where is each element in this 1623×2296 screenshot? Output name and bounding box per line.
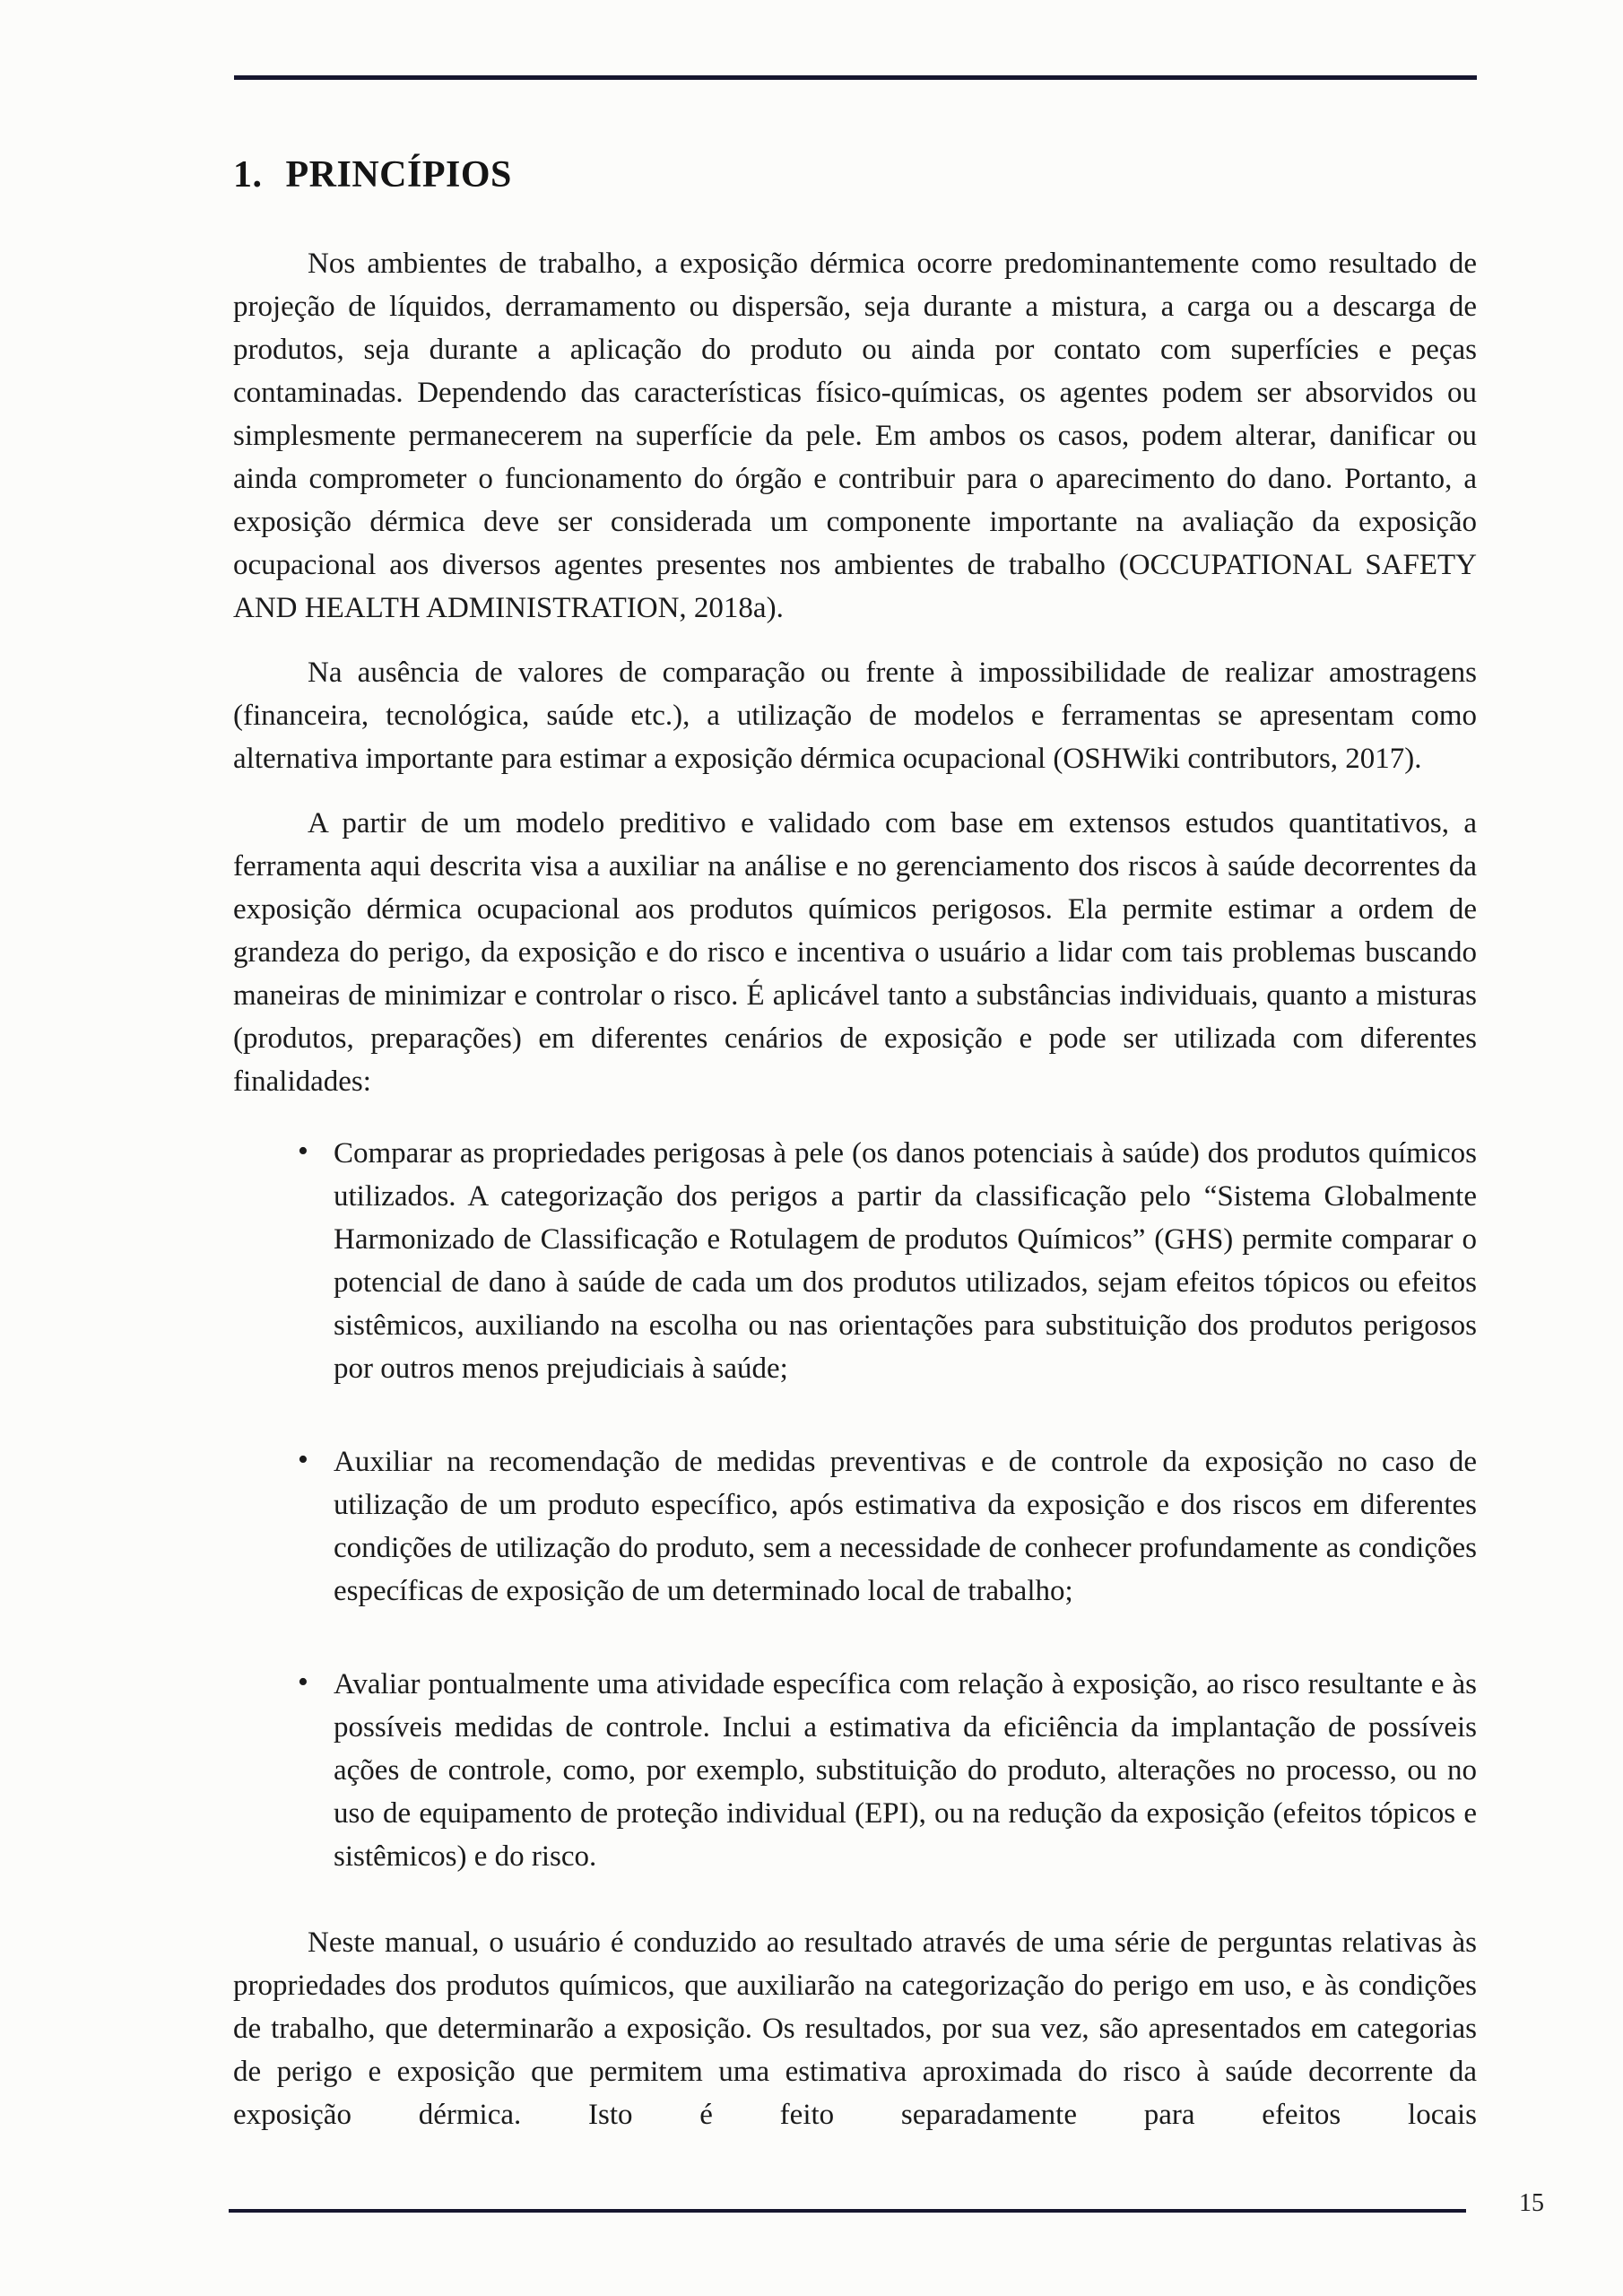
section-heading (233, 152, 1477, 197)
list-item-text: Auxiliar na recomendação de medidas preventivas e de controle da exposição no caso de utilização de um produto específico, após estimativa da exposição e dos riscos em diferentes condições de utilização do produto, sem a necessidade de conhecer profundamente as condições específicas de exposição de um determinado local de trabalho; (334, 1446, 1477, 1607)
bullet-icon: • (298, 1135, 308, 1168)
footer-rule (229, 2209, 1466, 2213)
list-item-text: Comparar as propriedades perigosas à pele (os danos potenciais à saúde) dos produtos químicos utilizados. A categorização dos perigos a partir da classificação pelo “Sistema Globalmente Harmonizado de Classificação e Rotulagem de produtos Químicos” (GHS) permite comparar o potencial de dano à saúde de cada um dos produtos utilizados, sejam efeitos tópicos ou efeitos sistêmicos, auxiliando na escolha ou nas orientações para substituição dos produtos perigosos por outros menos prejudiciais à saúde; (334, 1137, 1477, 1385)
paragraph-models: Na ausência de valores de comparação ou frente à impossibilidade de realizar amostragens (financeira, tecnológica, saúde etc.), a utilização de modelos e ferramentas se apresentam como alternativa importante para estimar a exposição dérmica ocupacional (OSHWiki contributors, 2017). (233, 657, 1477, 775)
purpose-list (233, 1132, 1477, 1878)
bullet-icon: • (298, 1665, 308, 1699)
list-item (233, 1440, 1477, 1613)
heading-title: PRINCÍPIOS (285, 154, 512, 196)
list-item-text: Avaliar pontualmente uma atividade específica com relação à exposição, ao risco resultante e às possíveis medidas de controle. Inclui a estimativa da eficiência da implantação de possíveis ações de controle, como, por exemplo, substituição do produto, alterações no processo, ou no uso de equipamento de proteção individual (EPI), ou na redução da exposição (efeitos tópicos e sistêmicos) e do risco. (334, 1668, 1477, 1873)
list-item (233, 1132, 1477, 1390)
paragraph-tool: A partir de um modelo preditivo e validado com base em extensos estudos quantitativos, a ferramenta aqui descrita visa a auxiliar na análise e no gerenciamento dos riscos à saúde decorrentes da exposição dérmica ocupacional aos produtos químicos perigosos. Ela permite estimar a ordem de grandeza do perigo, da exposição e do risco e incentiva o usuário a lidar com tais problemas buscando maneiras de minimizar e controlar o risco. É aplicável tanto a substâncias individuais, quanto a misturas (produtos, preparações) em diferentes cenários de exposição e pode ser utilizada com diferentes finalidades: (233, 807, 1477, 1098)
heading-number: 1. (233, 154, 263, 196)
page-number: 15 (1519, 2189, 1544, 2217)
paragraph-manual: Neste manual, o usuário é conduzido ao resultado através de uma série de perguntas relativas às propriedades dos produtos químicos, que auxiliarão na categorização do perigo em uso, e às condições de trabalho, que determinarão a exposição. Os resultados, por sua vez, são apresentados em categorias de perigo e exposição que permitem uma estimativa aproximada do risco à saúde decorrente da exposição dérmica. Isto é feito separadamente para efeitos locais (233, 1926, 1477, 2131)
page-content (233, 0, 1477, 2136)
list-item (233, 1663, 1477, 1878)
paragraph-intro: Nos ambientes de trabalho, a exposição dérmica ocorre predominantemente como resultado de projeção de líquidos, derramamento ou dispersão, seja durante a mistura, a carga ou a descarga de produtos, seja durante a aplicação do produto ou ainda por contato com superfícies e peças contaminadas. Dependendo das características físico-químicas, os agentes podem ser absorvidos ou simplesmente permanecerem na superfície da pele. Em ambos os casos, podem alterar, danificar ou ainda comprometer o funcionamento do órgão e contribuir para o aparecimento do dano. Portanto, a exposição dérmica deve ser considerada um componente importante na avaliação da exposição ocupacional aos diversos agentes presentes nos ambientes de trabalho (OCCUPATIONAL SAFETY AND HEALTH ADMINISTRATION, 2018a). (233, 248, 1477, 624)
bullet-icon: • (298, 1443, 308, 1476)
